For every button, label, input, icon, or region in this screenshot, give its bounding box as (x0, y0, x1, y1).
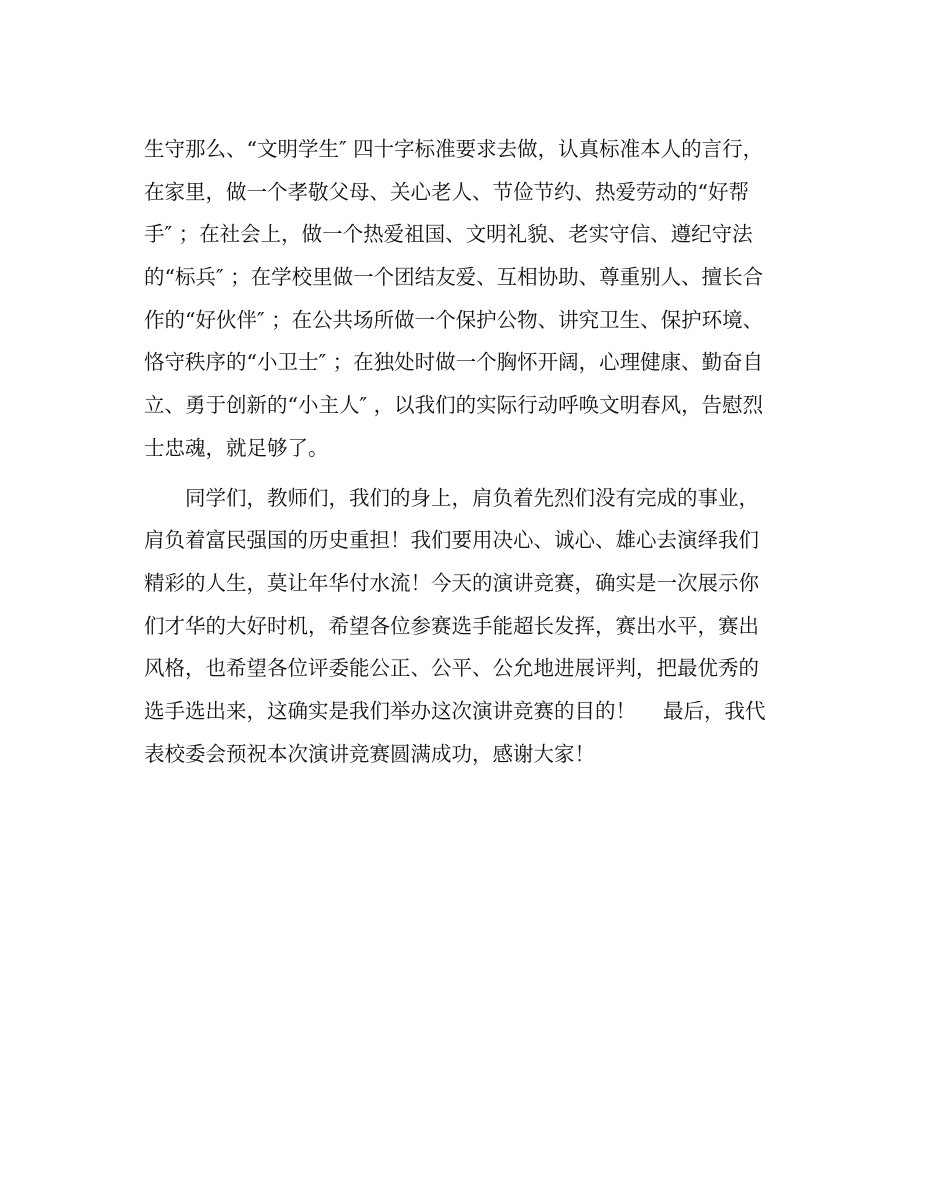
document-body (144, 128, 809, 775)
text-line: 恪守秩序的“小卫士″ ；在独处时做一个胸怀开阔，心理健康、勤奋自 (144, 350, 764, 375)
text-line: 士忠魂，就足够了。 (144, 435, 329, 460)
text-line: 精彩的人生，莫让年华付水流！今天的演讲竞赛，确实是一次展示你 (144, 570, 759, 595)
text-line: 同学们，教师们，我们的身上，肩负着先烈们没有完成的事业， (185, 485, 759, 510)
text-line: 选手选出来，这确实是我们举办这次演讲竞赛的目的！ 最后，我代 (144, 698, 766, 723)
text-line: 肩负着富民强国的历史重担！我们要用决心、诚心、雄心去演绎我们 (144, 528, 759, 553)
text-line: 作的“好伙伴″ ；在公共场所做一个保护公物、讲究卫生、保护环境、 (144, 307, 764, 332)
text-line: 在家里，做一个孝敬父母、关心老人、节俭节约、热爱劳动的“好帮 (144, 179, 749, 204)
text-line: 风格，也希望各位评委能公正、公平、公允地进展评判，把最优秀的 (144, 656, 759, 681)
paragraph-1 (144, 128, 809, 470)
text-line: 生守那么、“文明学生″ 四十字标准要求去做，认真标准本人的言行， (144, 137, 764, 161)
text-line: 手″ ；在社会上，做一个热爱祖国、文明礼貌、老实守信、遵纪守法 (144, 222, 753, 247)
paragraph-gap (144, 470, 809, 477)
text-line: 立、勇于创新的“小主人″ ，以我们的实际行动呼唤文明春风，告慰烈 (144, 393, 764, 418)
text-line: 们才华的大好时机，希望各位参赛选手能超长发挥，赛出水平，赛出 (144, 613, 759, 638)
text-line: 的“标兵″ ；在学校里做一个团结友爱、互相协助、尊重别人、擅长合 (144, 265, 764, 290)
paragraph-2 (144, 477, 809, 776)
text-line: 表校委会预祝本次演讲竞赛圆满成功，感谢大家！ (144, 741, 595, 766)
